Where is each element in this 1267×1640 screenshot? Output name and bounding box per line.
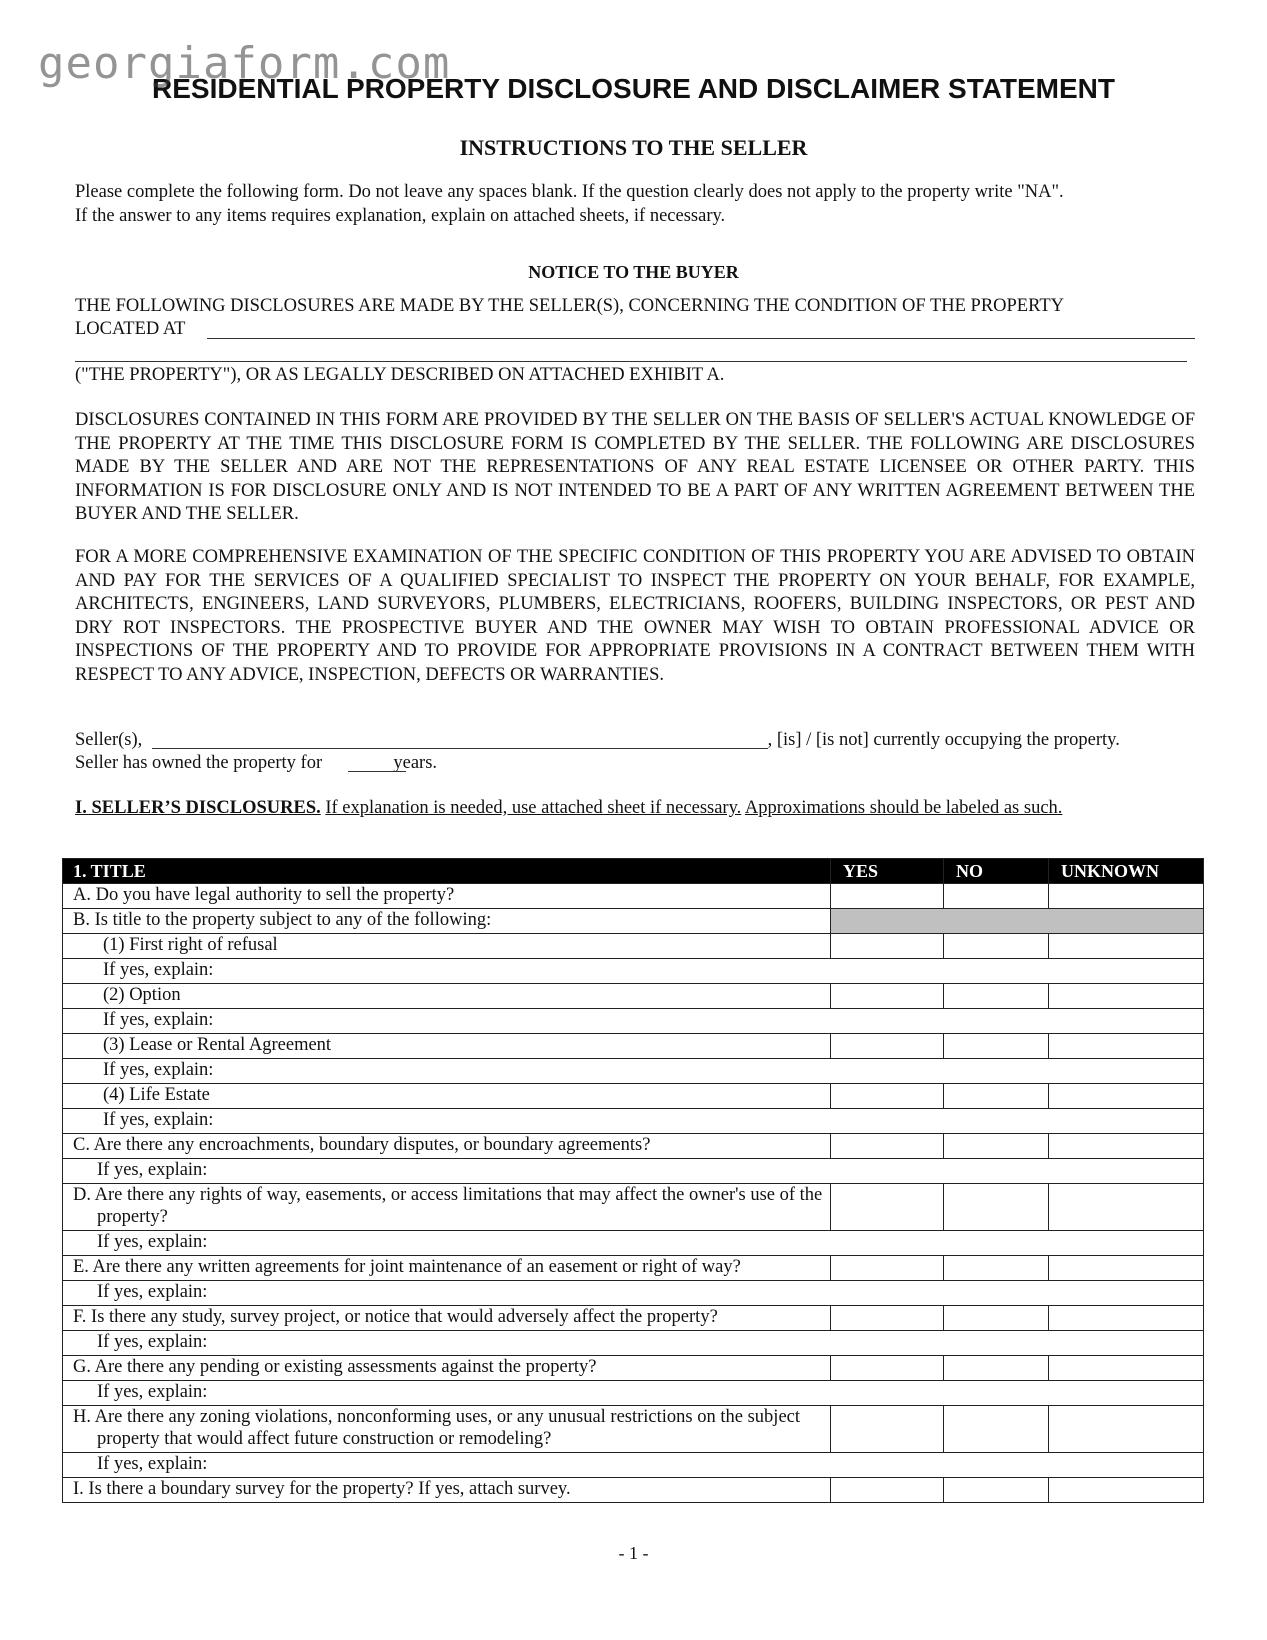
page-number: - 1 - [618,1543,649,1563]
row-question: A. Do you have legal authority to sell the property? [63,884,831,909]
row-question: F. Is there any study, survey project, or notice that would adversely affect the property? [63,1306,831,1331]
yes-checkbox[interactable] [831,1478,944,1503]
row-question: C. Are there any encroachments, boundary disputes, or boundary agreements? [63,1134,831,1159]
unknown-checkbox[interactable] [1049,1184,1204,1231]
table-row [63,984,1204,1009]
property-address-field-2[interactable] [75,361,1187,362]
instructions-text [75,181,1195,228]
table-row [63,909,1204,934]
owned-prefix: Seller has owned the property for [75,753,323,773]
unknown-checkbox[interactable] [1049,884,1204,909]
table-row [63,1356,1204,1381]
col-yes-header: YES [831,859,944,884]
no-checkbox[interactable] [944,884,1049,909]
shaded-cell [831,909,1204,934]
explain-field[interactable]: If yes, explain: [63,1453,1204,1478]
table-header [63,859,1204,884]
unknown-checkbox[interactable] [1049,1084,1204,1109]
col-no-header: NO [944,859,1049,884]
unknown-checkbox[interactable] [1049,1256,1204,1281]
row-question: E. Are there any written agreements for joint maintenance of an easement or right of way? [63,1256,831,1281]
table-row [63,1134,1204,1159]
table-row [63,1281,1204,1306]
yes-checkbox[interactable] [831,1034,944,1059]
explain-field[interactable]: If yes, explain: [63,959,1204,984]
table-row [63,1009,1204,1034]
row-question [63,1406,831,1453]
notice-heading: NOTICE TO THE BUYER [528,262,739,282]
notice-line-3: ("THE PROPERTY"), OR AS LEGALLY DESCRIBED ON ATTACHED EXHIBIT A. [75,365,725,385]
explain-field[interactable]: If yes, explain: [63,1059,1204,1084]
owned-years-row [75,752,1195,775]
table-row [63,1034,1204,1059]
table-heading: 1. TITLE [63,859,831,884]
instructions-line-1: Please complete the following form. Do not leave any spaces blank. If the question clearly does not apply to the property write "NA". [75,182,1064,202]
explain-field[interactable]: If yes, explain: [63,1381,1204,1406]
row-question: (4) Life Estate [63,1084,831,1109]
table-row [63,959,1204,984]
no-checkbox[interactable] [944,1134,1049,1159]
document-title: RESIDENTIAL PROPERTY DISCLOSURE AND DISCLAIMER STATEMENT [152,73,1115,104]
no-checkbox[interactable] [944,1184,1049,1231]
table-row [63,1478,1204,1503]
table-row [63,1331,1204,1356]
row-question-text: H. Are there any zoning violations, nonconforming uses, or any unusual restrictions on the subject property that would affect future construction or remodeling? [73,1407,801,1449]
table-row [63,1453,1204,1478]
no-checkbox[interactable] [944,934,1049,959]
disclaimer-paragraph-2: FOR A MORE COMPREHENSIVE EXAMINATION OF THE SPECIFIC CONDITION OF THIS PROPERTY YOU ARE ADVISED TO OBTAIN AND PAY FOR THE SERVICES OF A QUALIFIED SPECIALIST TO INSPECT THE PROPERTY ON YOUR BEHALF, FOR EXAMPLE, ARCHITECTS, ENGINEERS, LAND SURVEYORS, PLUMBERS, ELECTRICIANS, ROOFERS, BUILDING INSPECTORS, OR PEST AND DRY ROT INSPECTORS. THE PROSPECTIVE BUYER AND THE OWNER MAY WISH TO OBTAIN PROFESSIONAL ADVICE OR INSPECTIONS OF THE PROPERTY AND TO PROVIDE FOR APPROPRIATE PROVISIONS IN A CONTRACT BETWEEN THEM WITH RESPECT TO ANY ADVICE, INSPECTION, DEFECTS OR WARRANTIES. [75,547,1195,685]
explain-field[interactable]: If yes, explain: [63,1281,1204,1306]
no-checkbox[interactable] [944,1084,1049,1109]
yes-checkbox[interactable] [831,934,944,959]
table-row [63,1109,1204,1134]
table-row [63,1256,1204,1281]
table-row [63,1406,1204,1453]
unknown-checkbox[interactable] [1049,1406,1204,1453]
yes-checkbox[interactable] [831,1184,944,1231]
yes-checkbox[interactable] [831,1084,944,1109]
title-disclosure-table [62,858,1204,1503]
row-question: (2) Option [63,984,831,1009]
explain-field[interactable]: If yes, explain: [63,1109,1204,1134]
seller-label: Seller(s), [75,730,143,750]
unknown-checkbox[interactable] [1049,1134,1204,1159]
unknown-checkbox[interactable] [1049,984,1204,1009]
yes-checkbox[interactable] [831,1134,944,1159]
section-note-1: If explanation is needed, use attached sheet if necessary. [325,798,742,818]
unknown-checkbox[interactable] [1049,934,1204,959]
instructions-line-2: If the answer to any items requires explanation, explain on attached sheets, if necessary. [75,205,726,226]
row-question: (1) First right of refusal [63,934,831,959]
row-question: I. Is there a boundary survey for the property? If yes, attach survey. [63,1478,831,1503]
yes-checkbox[interactable] [831,1356,944,1381]
instructions-heading: INSTRUCTIONS TO THE SELLER [459,135,808,160]
no-checkbox[interactable] [944,1306,1049,1331]
property-address-field-1[interactable] [207,338,1195,339]
yes-checkbox[interactable] [831,884,944,909]
section-heading-row [75,797,1195,820]
notice-line-1: THE FOLLOWING DISCLOSURES ARE MADE BY THE SELLER(S), CONCERNING THE CONDITION OF THE PROPERTY [75,296,1064,316]
table-row [63,1184,1204,1231]
no-checkbox[interactable] [944,1356,1049,1381]
owned-suffix: years. [393,753,438,773]
no-checkbox[interactable] [944,984,1049,1009]
row-question: (3) Lease or Rental Agreement [63,1034,831,1059]
col-unknown-header: UNKNOWN [1049,859,1204,884]
table-row [63,934,1204,959]
table-row [63,1159,1204,1184]
unknown-checkbox[interactable] [1049,1478,1204,1503]
table-row [63,1306,1204,1331]
unknown-checkbox[interactable] [1049,1306,1204,1331]
table-row [63,884,1204,909]
no-checkbox[interactable] [944,1406,1049,1453]
watermark-logo: georgiaform.com [38,38,451,89]
yes-checkbox[interactable] [831,984,944,1009]
table-row [63,1059,1204,1084]
explain-field[interactable]: If yes, explain: [63,1231,1204,1256]
explain-field[interactable]: If yes, explain: [63,1331,1204,1356]
yes-checkbox[interactable] [831,1306,944,1331]
located-at-label: LOCATED AT [75,319,186,339]
no-checkbox[interactable] [944,1478,1049,1503]
row-question-text: D. Are there any rights of way, easements, or access limitations that may affect the owner's use of the property? [73,1185,823,1227]
table-row [63,1381,1204,1406]
yes-checkbox[interactable] [831,1406,944,1453]
table-row [63,1084,1204,1109]
row-question [63,1184,831,1231]
section-heading: I. SELLER’S DISCLOSURES. [75,798,321,818]
no-checkbox[interactable] [944,1034,1049,1059]
owned-years-field[interactable] [348,771,406,772]
explain-field[interactable]: If yes, explain: [63,1159,1204,1184]
explain-field[interactable]: If yes, explain: [63,1009,1204,1034]
no-checkbox[interactable] [944,1256,1049,1281]
disclaimer-paragraph-1: DISCLOSURES CONTAINED IN THIS FORM ARE PROVIDED BY THE SELLER ON THE BASIS OF SELLER'S ACTUAL KNOWLEDGE OF THE PROPERTY AT THE TIME THIS DISCLOSURE FORM IS COMPLETED BY THE SELLER. THE FOLLOWING ARE DISCLOSURES MADE BY THE SELLER AND ARE NOT THE REPRESENTATIONS OF ANY REAL ESTATE LICENSEE OR OTHER PARTY. THIS INFORMATION IS FOR DISCLOSURE ONLY AND IS NOT INTENDED TO BE A PART OF ANY WRITTEN AGREEMENT BETWEEN THE BUYER AND THE SELLER. [75,410,1195,524]
occupancy-text: , [is] / [is not] currently occupying the property. [767,730,1120,750]
row-question: B. Is title to the property subject to any of the following: [63,909,831,934]
row-question: G. Are there any pending or existing assessments against the property? [63,1356,831,1381]
seller-name-field[interactable] [152,748,768,749]
section-note-2: Approximations should be labeled as such. [744,798,1063,818]
unknown-checkbox[interactable] [1049,1034,1204,1059]
unknown-checkbox[interactable] [1049,1356,1204,1381]
table-row [63,1231,1204,1256]
yes-checkbox[interactable] [831,1256,944,1281]
